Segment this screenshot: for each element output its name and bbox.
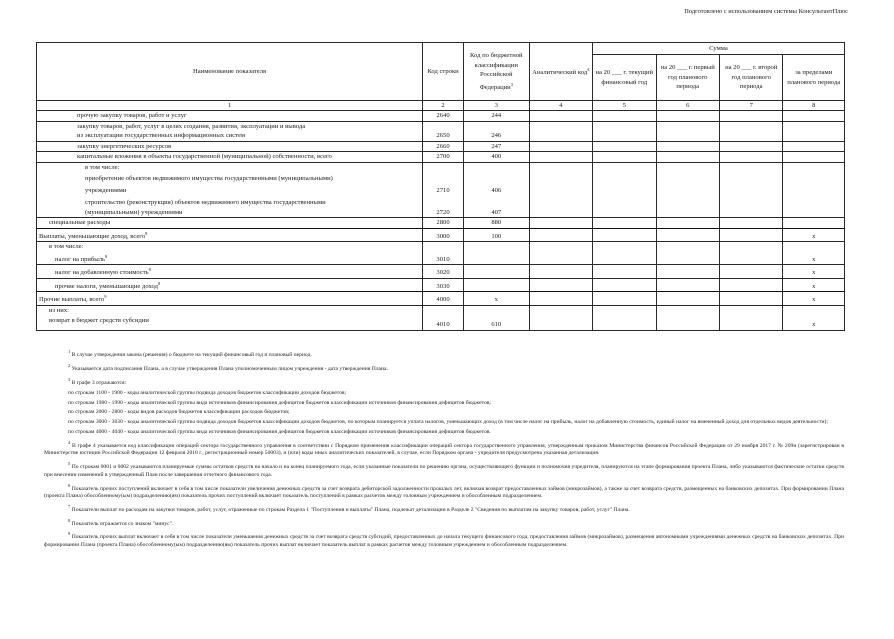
- row-x: x: [783, 228, 845, 242]
- row-code: 2800: [423, 218, 464, 229]
- header-second-plan-year: на 20 ___ г. второй год планового периода: [719, 55, 782, 101]
- row-name: строительство (реконструкция) объектов недвижимого имущества государственными (муниципальными) учреждениями: [37, 195, 423, 218]
- header-bk-code: Код по бюджетной классификации Российской Федерации$^3$: [464, 43, 530, 101]
- row-bk: 880: [464, 218, 530, 229]
- row-name: в том числе: налог на прибыль$^8$: [37, 242, 423, 265]
- footnote: $^1$ В случае утверждения закона (решения) о бюджете на текущий финансовый год и плановый период.: [68, 349, 312, 358]
- table-row: [37, 162, 845, 195]
- row-bk: x: [464, 292, 530, 306]
- header-note: Подготовлено с использованием системы КонсультантПлюс: [684, 8, 848, 15]
- footnote: по строкам 1980 - 1990 - коды аналитической группы вида источников финансирования дефицитов бюджетов классификации источников финансирования дефицитов бюджетов;: [68, 399, 491, 406]
- row-code: 3000: [423, 228, 464, 242]
- row-code: 4010: [423, 305, 464, 330]
- row-name: Прочие выплаты, всего$^9$: [37, 292, 423, 306]
- footnote: $^3$ В графе 3 отражаются:: [68, 376, 127, 386]
- row-name: Выплаты, уменьшающие доход, всего$^8$: [37, 228, 423, 242]
- footnote: по строкам 4000 - 4040 - коды аналитической группы вида источников финансирования дефицитов бюджетов классификации источников финансирования дефицитов бюджетов.: [68, 429, 491, 436]
- table-row: [37, 242, 845, 265]
- footnote: по строкам 1100 - 1900 - коды аналитической группы подвида доходов бюджетов классификации доходов бюджетов;: [68, 389, 347, 396]
- row-name: налог на добавленную стоимость$^8$: [37, 265, 423, 279]
- row-name: капитальные вложения в объекты государственной (муниципальной) собственности, всего: [37, 152, 423, 163]
- row-bk: 406: [464, 162, 530, 195]
- row-code: 2650: [423, 121, 464, 141]
- row-x: [783, 141, 845, 152]
- row-code: 4000: [423, 292, 464, 306]
- footnote: $^7$ Показатели выплат по расходам на закупки товаров, работ, услуг, отраженные по строкам Раздела 1 "Поступления и выплаты" Плана, подлежат детализации в Разделе 2 "Сведения по выплатам на закупку товаров, работ, услуг" Плана.: [68, 503, 630, 513]
- row-x: [783, 152, 845, 163]
- row-bk: 246: [464, 121, 530, 141]
- row-x: [783, 121, 845, 141]
- row-code: 3020: [423, 265, 464, 279]
- row-x: [783, 111, 845, 122]
- row-bk: [464, 265, 530, 279]
- row-name: из них: возврат в бюджет средств субсидии: [37, 305, 423, 330]
- row-bk: 610: [464, 305, 530, 330]
- row-bk: 100: [464, 228, 530, 242]
- row-name: закупку товаров, работ, услуг в целях создания, развития, эксплуатации и вывода из эксплуатации государственных информационных систем: [37, 121, 423, 141]
- row-name: в том числе: приобретение объектов недвижимого имущества государственными (муниципальными) учреждениями: [37, 162, 423, 195]
- row-x: x: [783, 305, 845, 330]
- row-x: x: [783, 265, 845, 279]
- header-sum: Сумма: [593, 43, 845, 55]
- row-bk: 400: [464, 152, 530, 163]
- footnote: $^2$ Указывается дата подписания Плана, а в случае утверждения Плана уполномоченным лицом учреждения - дата утверждения Плана.: [68, 362, 388, 372]
- footnote: $^6$ Показатель прочих поступлений включает в себя в том числе показатели увеличения денежных средств за счет возврата дебиторской задолженности прошлых лет, включая возврат предоставленных займов (микрозаймов), а также за счет возврата средств, размещенных на банковских депозитах. При формировании Плана (проекта Плана) обособленному(ым) подразделению(ям) показатель прочих поступлений включает показатель поступлений в рамках расчетов между головным учреждением и обособленным подразделением.: [44, 482, 844, 499]
- footnote: $^8$ Показатель отражается со знаком "минус".: [68, 517, 174, 527]
- table-row: [37, 195, 845, 218]
- table-row: [37, 292, 845, 306]
- table-row: [37, 218, 845, 229]
- column-numbers-row: [37, 101, 845, 111]
- table-row: [37, 111, 845, 122]
- column-number: 6: [656, 101, 719, 111]
- column-number: 2: [423, 101, 464, 111]
- table-row: [37, 305, 845, 330]
- table-row: [37, 152, 845, 163]
- row-code: 2720: [423, 195, 464, 218]
- row-bk: 244: [464, 111, 530, 122]
- row-bk: [464, 242, 530, 265]
- footnote: по строкам 2000 - 2800 - коды видов расходов бюджетов классификации расходов бюджетов;: [68, 409, 290, 416]
- column-number: 5: [593, 101, 656, 111]
- header-analytic: Аналитический код$^4$: [529, 43, 592, 101]
- table-row: [37, 278, 845, 292]
- table-row: [37, 121, 845, 141]
- footnote: по строкам 3000 - 3030 - коды аналитической группы подвида доходов бюджетов классификации доходов бюджетов, по которым планируется уплата налогов, уменьшающих доход (в том числе налог на прибыль, налог на добавленную стоимость, единый налог на вмененный доход для отдельных видов деятельности);: [68, 419, 828, 426]
- header-current-year: на 20 ___ г. текущий финансовый год: [593, 55, 656, 101]
- table-row: [37, 228, 845, 242]
- row-name: специальные расходы: [37, 218, 423, 229]
- header-beyond-plan: за пределами планового периода: [783, 55, 845, 101]
- row-x: x: [783, 278, 845, 292]
- row-name: прочую закупку товаров, работ и услуг: [37, 111, 423, 122]
- row-code: 3010: [423, 242, 464, 265]
- column-number: 7: [719, 101, 782, 111]
- table-row: [37, 265, 845, 279]
- row-name: закупку энергетических ресурсов: [37, 141, 423, 152]
- row-code: 2640: [423, 111, 464, 122]
- column-number: 1: [37, 101, 423, 111]
- row-bk: [464, 278, 530, 292]
- header-code: Код строки: [423, 43, 464, 101]
- row-x: [783, 218, 845, 229]
- row-name: прочие налоги, уменьшающие доход$^8$: [37, 278, 423, 292]
- plan-table: [36, 42, 845, 331]
- row-x: x: [783, 292, 845, 306]
- header-name: Наименование показателя: [37, 43, 423, 101]
- footnote: $^4$ В графе 4 указывается код классификации операций сектора государственного управления в соответствии с Порядком применения классификации операций сектора государственного управления, утвержденным приказом Министерства финансов Российской Федерации от 29 ноября 2017 г. № 209н (зарегистрирован в Министерстве юстиции Российской Федерации 12 февраля 2018 г., регистрационный номер 50003), и (или) коды иных аналитических показателей, в случае, если Порядком органа - учредителя предусмотрена указанная детализация.: [44, 440, 844, 457]
- row-x: [783, 162, 845, 195]
- row-code: 2660: [423, 141, 464, 152]
- footnote: $^5$ По строкам 0001 и 0002 указываются планируемые суммы остатков средств на начало и на конец планируемого года, если указанные показатели по решению органа, осуществляющего функции и полномочия учредителя, планируются на этапе формирования проекта Плана, либо указываются фактические остатки средств при внесении изменений в утвержденный План после завершения отчетного финансового года.: [44, 461, 844, 478]
- footnote: $^9$ Показатель прочих выплат включает в себя в том числе показатели уменьшения денежных средств за счет возврата средств субсидий, предоставленных до начала текущего финансового года, предоставления займов (микрозаймов), размещения автономными учреждениями денежных средств на банковских депозитах. При формировании Плана (проекта Плана) обособленному(ым) подразделению(ям) показатель прочих выплат включает показатель выплат в рамках расчетов между головным учреждением и обособленным подразделением.: [44, 531, 844, 548]
- footnotes: [44, 348, 844, 552]
- row-bk: 407: [464, 195, 530, 218]
- column-number: 8: [783, 101, 845, 111]
- column-number: 3: [464, 101, 530, 111]
- row-code: 2700: [423, 152, 464, 163]
- table-row: [37, 141, 845, 152]
- row-code: 2710: [423, 162, 464, 195]
- header-first-plan-year: на 20 ___ г. первый год планового периода: [656, 55, 719, 101]
- row-x: x: [783, 242, 845, 265]
- row-code: 3030: [423, 278, 464, 292]
- row-bk: 247: [464, 141, 530, 152]
- column-number: 4: [529, 101, 592, 111]
- row-x: [783, 195, 845, 218]
